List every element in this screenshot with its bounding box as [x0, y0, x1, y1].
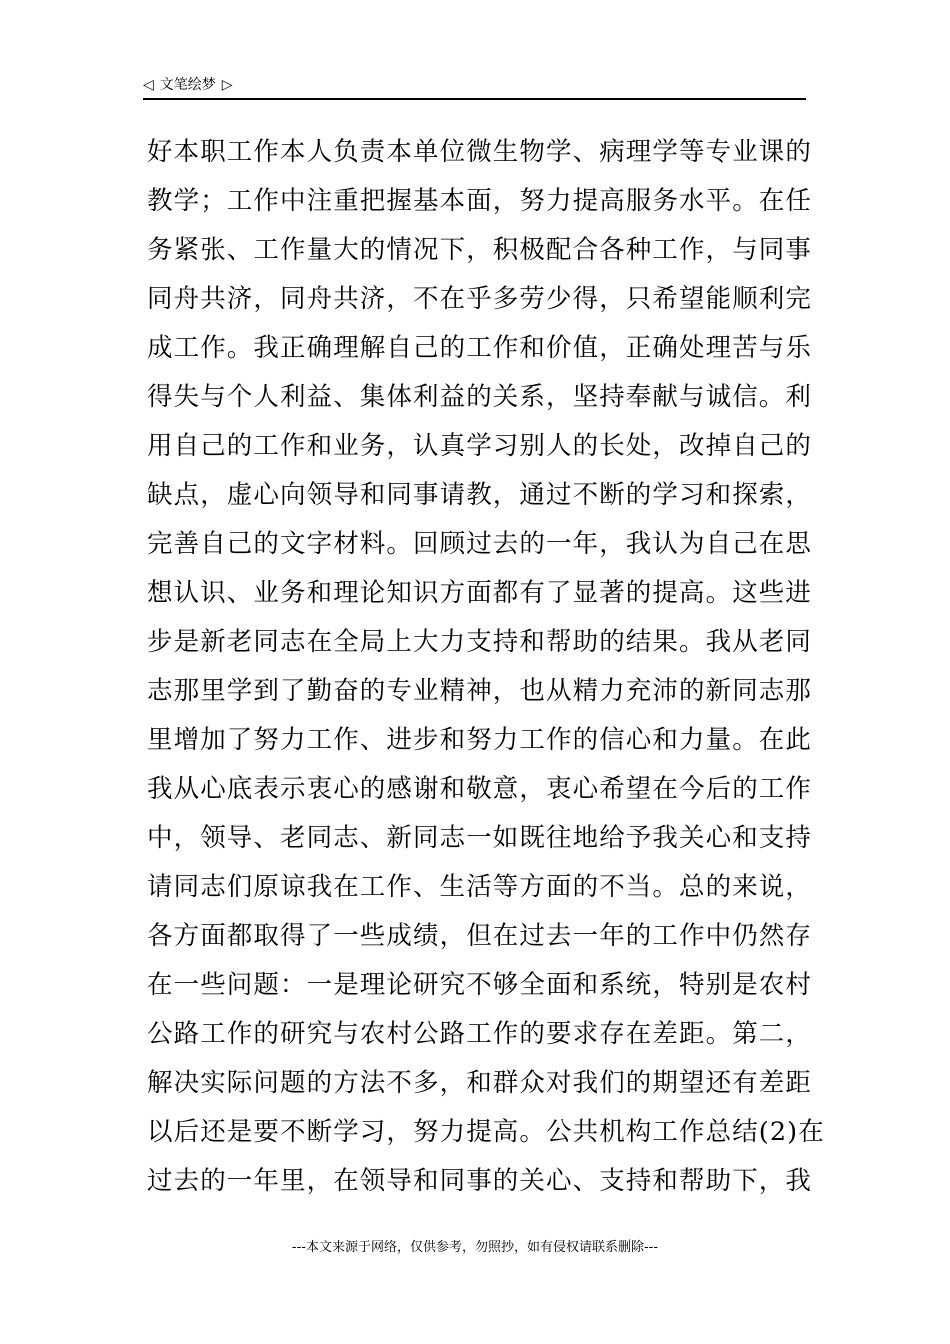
text-line: 完善自己的文字材料。回顾过去的一年，我认为自己在思 — [147, 529, 813, 559]
text-line: 想认识、业务和理论知识方面都有了显著的提高。这些进 — [147, 578, 813, 608]
text-line: 志那里学到了勤奋的专业精神，也从精力充沛的新同志那 — [147, 676, 813, 706]
header-title: 文笔绘梦 — [159, 77, 216, 93]
right-triangle-icon: ▷ — [221, 77, 233, 93]
text-line: 务紧张、工作量大的情况下，积极配合各种工作，与同事 — [147, 235, 813, 265]
text-line: 在一些问题：一是理论研究不够全面和系统，特别是农村 — [147, 970, 813, 1000]
text-line: 缺点，虚心向领导和同事请教，通过不断的学习和探索， — [147, 480, 813, 510]
text-line: 得失与个人利益、集体利益的关系，坚持奉献与诚信。利 — [147, 382, 813, 412]
text-line: 用自己的工作和业务，认真学习别人的长处，改掉自己的 — [147, 431, 813, 461]
text-line: 里增加了努力工作、进步和努力工作的信心和力量。在此 — [147, 725, 813, 755]
text-line: 以后还是要不断学习，努力提高。公共机构工作总结(2)在 — [147, 1117, 825, 1147]
text-line: 解决实际问题的方法不多，和群众对我们的期望还有差距 — [147, 1068, 813, 1098]
text-line: 过去的一年里，在领导和同事的关心、支持和帮助下，我 — [147, 1166, 813, 1196]
text-line: 中，领导、老同志、新同志一如既往地给予我关心和支持 — [147, 823, 813, 853]
text-line: 各方面都取得了一些成绩，但在过去一年的工作中仍然存 — [147, 921, 813, 951]
left-triangle-icon: ◁ — [143, 77, 154, 93]
text-line: 我从心底表示衷心的感谢和敬意，衷心希望在今后的工作 — [147, 774, 813, 804]
text-line: 好本职工作本人负责本单位微生物学、病理学等专业课的 — [147, 137, 813, 167]
text-line: 教学；工作中注重把握基本面，努力提高服务水平。在任 — [147, 186, 813, 216]
text-line: 成工作。我正确理解自己的工作和价值，正确处理苦与乐 — [147, 333, 813, 363]
text-line: 步是新老同志在全局上大力支持和帮助的结果。我从老同 — [147, 627, 813, 657]
text-line: 公路工作的研究与农村公路工作的要求存在差距。第二， — [147, 1019, 813, 1049]
body-text — [147, 128, 825, 1206]
footer-disclaimer: ---本文来源于网络，仅供参考，勿照抄，如有侵权请联系删除--- — [291, 1240, 659, 1255]
text-line: 同舟共济，同舟共济，不在乎多劳少得，只希望能顺利完 — [147, 284, 813, 314]
text-line: 请同志们原谅我在工作、生活等方面的不当。总的来说， — [147, 872, 813, 902]
page-header — [143, 72, 806, 100]
